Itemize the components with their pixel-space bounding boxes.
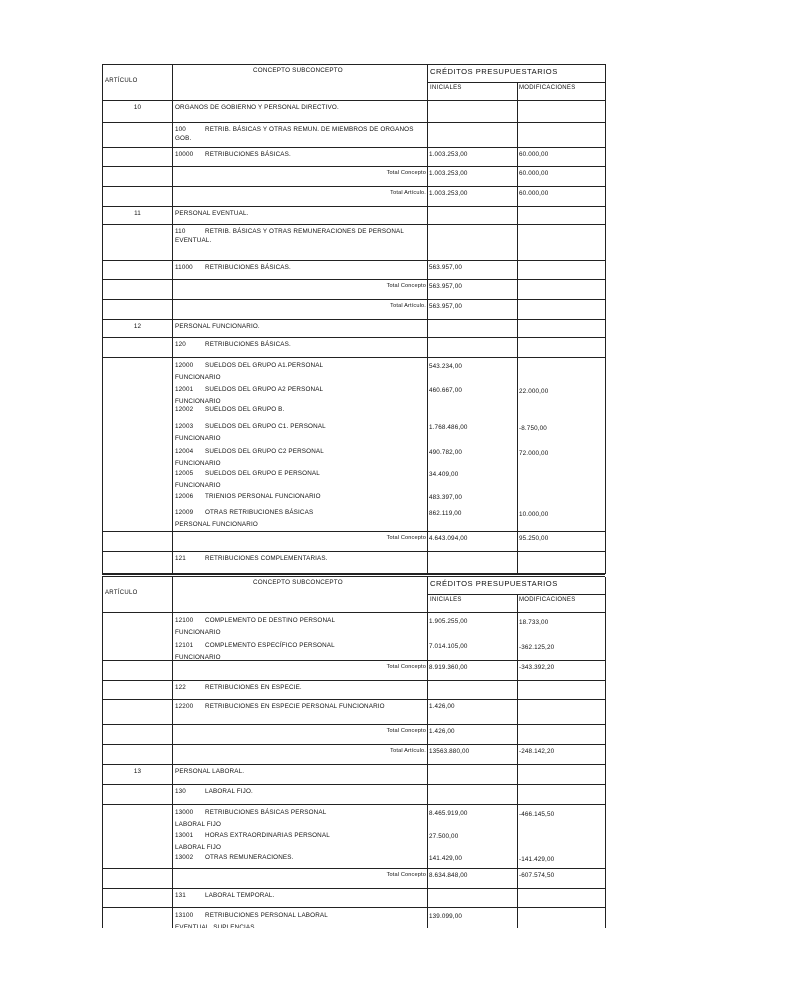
iniciales-cell bbox=[427, 187, 517, 207]
total-row bbox=[102, 532, 606, 552]
articulo-cell bbox=[103, 101, 172, 123]
table-row bbox=[102, 785, 606, 805]
articulo-cell bbox=[103, 225, 172, 261]
concepto-code: 13001 bbox=[175, 832, 194, 839]
concepto-code: 12002 bbox=[175, 406, 194, 413]
modificaciones-cell bbox=[517, 167, 606, 187]
iniciales-cell bbox=[427, 700, 517, 725]
header-articulo: ARTÍCULO bbox=[105, 78, 138, 84]
concepto-description: RETRIBUCIONES BÁSICAS. bbox=[205, 151, 291, 158]
header-modificaciones: MODIFICACIONES bbox=[519, 597, 576, 603]
concepto-continuation: FUNCIONARIO bbox=[175, 398, 221, 405]
articulo-cell bbox=[103, 700, 172, 725]
concepto-cell bbox=[172, 261, 427, 280]
iniciales-value: 8.465.919,00 bbox=[429, 810, 468, 817]
table-row bbox=[102, 123, 606, 148]
iniciales-value: 460.667,00 bbox=[429, 387, 463, 394]
header-concepto: CONCEPTO SUBCONCEPTO bbox=[253, 579, 343, 586]
iniciales-cell bbox=[427, 338, 517, 358]
budget-table bbox=[102, 64, 606, 928]
table-row bbox=[102, 101, 606, 123]
list-item bbox=[175, 808, 425, 817]
modificaciones-cell bbox=[517, 661, 606, 681]
iniciales-cell bbox=[427, 261, 517, 280]
concepto-continuation: FUNCIONARIO bbox=[175, 629, 221, 636]
concepto-cell bbox=[172, 225, 427, 261]
modificaciones-value: 10.000,00 bbox=[519, 511, 549, 518]
concepto-cell bbox=[172, 320, 427, 338]
total-row bbox=[102, 187, 606, 207]
concepto-code: 131 bbox=[175, 892, 186, 899]
concepto-cell bbox=[172, 280, 427, 300]
concepto-cell bbox=[172, 725, 427, 745]
concepto-text bbox=[173, 681, 427, 692]
header-iniciales: INICIALES bbox=[430, 597, 462, 603]
concepto-description: RETRIBUCIONES BÁSICAS. bbox=[205, 341, 291, 348]
modificaciones-cell bbox=[517, 123, 606, 148]
concepto-text bbox=[173, 889, 427, 900]
concepto-description: COMPLEMENTO ESPECÍFICO PERSONAL bbox=[205, 642, 335, 649]
articulo-number: 12 bbox=[133, 323, 142, 330]
concepto-text bbox=[173, 225, 427, 245]
concepto-description: LABORAL FIJO. bbox=[205, 788, 253, 795]
concepto-cell bbox=[172, 661, 427, 681]
concepto-cell bbox=[172, 123, 427, 148]
iniciales-cell bbox=[427, 280, 517, 300]
total-label: Total Artículo. bbox=[390, 303, 426, 309]
list-item bbox=[175, 831, 425, 840]
modificaciones-value: 95.250,00 bbox=[519, 535, 549, 542]
articulo-number: 11 bbox=[134, 210, 141, 217]
concepto-code: 13002 bbox=[175, 854, 194, 861]
concepto-cell bbox=[172, 338, 427, 358]
modificaciones-cell bbox=[517, 725, 606, 745]
iniciales-value: 141.429,00 bbox=[429, 855, 463, 862]
concepto-description: OTRAS RETRIBUCIONES BÁSICAS bbox=[205, 509, 314, 516]
articulo-cell bbox=[103, 300, 172, 320]
iniciales-value: 34.409,00 bbox=[429, 471, 459, 478]
concepto-continuation: FUNCIONARIO bbox=[175, 435, 221, 442]
modificaciones-value: -248.142,20 bbox=[519, 748, 555, 755]
header-concepto-cell bbox=[172, 65, 427, 101]
concepto-code: 121 bbox=[175, 555, 186, 562]
iniciales-value: 1.003.253,00 bbox=[429, 151, 468, 158]
concepto-cell bbox=[172, 187, 427, 207]
concepto-description: OTRAS REMUNERACIONES. bbox=[205, 854, 294, 861]
concepto-cell bbox=[172, 148, 427, 167]
concepto-code: 100 bbox=[175, 126, 186, 133]
header-creditos-cell bbox=[427, 65, 606, 101]
articulo-cell bbox=[103, 338, 172, 358]
modificaciones-value: 60.000,00 bbox=[519, 151, 549, 158]
concepto-text bbox=[173, 123, 427, 143]
total-row bbox=[102, 167, 606, 187]
table-row bbox=[102, 320, 606, 338]
concepto-continuation: FUNCIONARIO bbox=[175, 654, 221, 661]
iniciales-value: 13563.880,00 bbox=[429, 748, 470, 755]
iniciales-value: 862.119,00 bbox=[429, 510, 462, 517]
concepto-cell bbox=[172, 889, 427, 908]
modificaciones-cell bbox=[517, 280, 606, 300]
concepto-code: 12000 bbox=[175, 362, 194, 369]
iniciales-cell bbox=[427, 725, 517, 745]
total-label: Total Concepto bbox=[386, 728, 426, 734]
concepto-text bbox=[173, 320, 427, 331]
concepto-code: 12005 bbox=[175, 470, 194, 477]
concepto-text bbox=[173, 700, 427, 711]
concepto-description: SUELDOS DEL GRUPO A1.PERSONAL bbox=[205, 362, 324, 369]
modificaciones-value: -362.125,20 bbox=[519, 644, 555, 651]
iniciales-cell bbox=[427, 889, 517, 908]
modificaciones-value: 22.000,00 bbox=[519, 388, 549, 395]
articulo-cell bbox=[103, 207, 172, 225]
group-130-rows bbox=[102, 805, 606, 869]
header-articulo: ARTÍCULO bbox=[105, 590, 138, 596]
concepto-description: SUELDOS DEL GRUPO C2 PERSONAL bbox=[205, 448, 324, 455]
iniciales-value: 1.768.486,00 bbox=[429, 424, 468, 431]
modificaciones-cell bbox=[517, 225, 606, 261]
articulo-cell bbox=[103, 123, 172, 148]
iniciales-cell bbox=[427, 101, 517, 123]
total-label: Total Artículo. bbox=[390, 190, 426, 196]
concepto-cell bbox=[172, 167, 427, 187]
concepto-code: 130 bbox=[175, 788, 186, 795]
list-item bbox=[175, 616, 425, 625]
iniciales-value: 483.397,00 bbox=[429, 494, 463, 501]
concepto-cell bbox=[172, 300, 427, 320]
modificaciones-cell bbox=[517, 785, 606, 805]
list-item bbox=[175, 405, 425, 414]
iniciales-value: 1.003.253,00 bbox=[429, 170, 468, 177]
concepto-continuation: EVENTUAL. SUPLENCIAS bbox=[175, 924, 255, 928]
concepto-continuation: FUNCIONARIO bbox=[175, 374, 221, 381]
concepto-description: COMPLEMENTO DE DESTINO PERSONAL bbox=[205, 617, 336, 624]
iniciales-value: 543.234,00 bbox=[429, 363, 463, 370]
articulo-cell bbox=[103, 532, 172, 552]
table-row bbox=[102, 207, 606, 225]
table-row bbox=[102, 681, 606, 700]
concepto-description: ORGANOS DE GOBIERNO Y PERSONAL DIRECTIVO. bbox=[175, 104, 339, 111]
concepto-description: PERSONAL LABORAL. bbox=[175, 768, 245, 775]
concepto-cell bbox=[172, 869, 427, 889]
group-120-rows bbox=[102, 358, 606, 532]
concepto-description: SUELDOS DEL GRUPO A2 PERSONAL bbox=[205, 386, 324, 393]
modificaciones-cell bbox=[517, 148, 606, 167]
header-modificaciones: MODIFICACIONES bbox=[519, 85, 576, 91]
iniciales-cell bbox=[427, 661, 517, 681]
modificaciones-value: -607.574,50 bbox=[519, 872, 555, 879]
list-item bbox=[175, 641, 425, 650]
concepto-cell bbox=[172, 700, 427, 725]
total-label: Total Concepto bbox=[386, 872, 426, 878]
header-creditos: CRÉDITOS PRESUPUESTARIOS bbox=[430, 579, 558, 588]
total-label: Total Concepto bbox=[386, 283, 426, 289]
modificaciones-value: -8.750,00 bbox=[519, 425, 547, 432]
iniciales-value: 8.634.848,00 bbox=[429, 872, 468, 879]
concepto-description: LABORAL TEMPORAL. bbox=[205, 892, 275, 899]
table-header bbox=[102, 64, 606, 101]
concepto-text bbox=[173, 148, 427, 159]
total-label: Total Artículo. bbox=[390, 748, 426, 754]
modificaciones-value: -343.392,20 bbox=[519, 664, 555, 671]
modificaciones-cell bbox=[517, 889, 606, 908]
concepto-description: PERSONAL FUNCIONARIO. bbox=[175, 323, 260, 330]
articulo-cell bbox=[103, 187, 172, 207]
concepto-continuation: PERSONAL FUNCIONARIO bbox=[175, 521, 258, 528]
header-concepto: CONCEPTO SUBCONCEPTO bbox=[253, 67, 343, 74]
modificaciones-cell bbox=[517, 261, 606, 280]
table-row bbox=[102, 765, 606, 785]
concepto-cell bbox=[172, 745, 427, 765]
iniciales-value: 563.957,00 bbox=[429, 303, 463, 310]
concepto-code: 110 bbox=[175, 228, 186, 235]
list-item bbox=[175, 911, 425, 920]
group-121-rows bbox=[102, 613, 606, 661]
articulo-cell bbox=[103, 725, 172, 745]
table-header-repeat bbox=[102, 577, 606, 613]
list-item bbox=[175, 492, 425, 501]
modificaciones-cell bbox=[517, 187, 606, 207]
iniciales-cell bbox=[427, 552, 517, 574]
total-row bbox=[102, 745, 606, 765]
list-item bbox=[175, 385, 425, 394]
header-articulo-cell bbox=[103, 65, 172, 101]
modificaciones-value: -466.145,50 bbox=[519, 811, 555, 818]
header-creditos: CRÉDITOS PRESUPUESTARIOS bbox=[430, 67, 558, 76]
modificaciones-cell bbox=[517, 681, 606, 700]
iniciales-cell bbox=[427, 300, 517, 320]
iniciales-cell bbox=[427, 148, 517, 167]
concepto-code: 12009 bbox=[175, 509, 194, 516]
articulo-cell bbox=[103, 320, 172, 338]
total-row bbox=[102, 661, 606, 681]
concepto-code: 12006 bbox=[175, 493, 194, 500]
articulo-cell bbox=[103, 167, 172, 187]
concepto-text bbox=[173, 261, 427, 272]
list-item bbox=[175, 508, 425, 517]
list-item bbox=[175, 469, 425, 478]
list-item bbox=[175, 447, 425, 456]
iniciales-value: 8.919.360,00 bbox=[429, 664, 468, 671]
iniciales-value: 490.782,00 bbox=[429, 449, 463, 456]
iniciales-value: 139.099,00 bbox=[429, 913, 463, 920]
concepto-cell bbox=[172, 532, 427, 552]
concepto-description: HORAS EXTRAORDINARIAS PERSONAL bbox=[205, 832, 330, 839]
concepto-code: 122 bbox=[175, 684, 186, 691]
concepto-description: RETRIBUCIONES BÁSICAS. bbox=[205, 264, 291, 271]
modificaciones-value: -141.429,00 bbox=[519, 856, 555, 863]
modificaciones-value: 60.000,00 bbox=[519, 170, 549, 177]
concepto-text bbox=[173, 338, 427, 349]
iniciales-cell bbox=[427, 123, 517, 148]
articulo-cell bbox=[103, 148, 172, 167]
modificaciones-value: 60.000,00 bbox=[519, 190, 549, 197]
table-row bbox=[102, 225, 606, 261]
concepto-text bbox=[173, 552, 427, 563]
concepto-continuation: LABORAL FIJO bbox=[175, 821, 222, 828]
total-label: Total Concepto bbox=[386, 170, 426, 176]
concepto-code: 13000 bbox=[175, 809, 194, 816]
total-row bbox=[102, 869, 606, 889]
modificaciones-cell bbox=[517, 320, 606, 338]
concepto-code: 12101 bbox=[175, 642, 194, 649]
articulo-cell bbox=[103, 261, 172, 280]
list-item bbox=[175, 422, 425, 431]
concepto-code: 12001 bbox=[175, 386, 194, 393]
concepto-description: SUELDOS DEL GRUPO C1. PERSONAL bbox=[205, 423, 326, 430]
concepto-cell bbox=[172, 681, 427, 700]
iniciales-cell bbox=[427, 167, 517, 187]
iniciales-cell bbox=[427, 765, 517, 785]
concepto-continuation: FUNCIONARIO bbox=[175, 482, 221, 489]
modificaciones-cell bbox=[517, 869, 606, 889]
concepto-text bbox=[173, 765, 427, 776]
modificaciones-value: 18.733,00 bbox=[519, 619, 549, 626]
concepto-code: 12004 bbox=[175, 448, 194, 455]
iniciales-cell bbox=[427, 745, 517, 765]
concepto-description: RETRIBUCIONES PERSONAL LABORAL bbox=[205, 912, 328, 919]
total-label: Total Concepto bbox=[386, 535, 426, 541]
concepto-cell bbox=[172, 785, 427, 805]
table-row bbox=[102, 261, 606, 280]
iniciales-value: 563.957,00 bbox=[429, 264, 463, 271]
concepto-description: TRIENIOS PERSONAL FUNCIONARIO bbox=[205, 493, 321, 500]
iniciales-value: 1.426,00 bbox=[429, 728, 455, 735]
iniciales-cell bbox=[427, 207, 517, 225]
articulo-cell bbox=[103, 552, 172, 574]
articulo-cell bbox=[103, 681, 172, 700]
concepto-description: PERSONAL EVENTUAL. bbox=[175, 210, 249, 217]
modificaciones-cell bbox=[517, 101, 606, 123]
concepto-description: SUELDOS DEL GRUPO E PERSONAL bbox=[205, 470, 320, 477]
modificaciones-cell bbox=[517, 532, 606, 552]
modificaciones-cell bbox=[517, 300, 606, 320]
modificaciones-cell bbox=[517, 700, 606, 725]
iniciales-value: 7.014.105,00 bbox=[429, 643, 468, 650]
header-iniciales: INICIALES bbox=[430, 85, 462, 91]
total-row bbox=[102, 280, 606, 300]
concepto-cell bbox=[172, 552, 427, 574]
iniciales-cell bbox=[427, 225, 517, 261]
modificaciones-cell bbox=[517, 745, 606, 765]
concepto-continuation: LABORAL FIJO bbox=[175, 844, 222, 851]
iniciales-value: 563.957,00 bbox=[429, 283, 463, 290]
iniciales-cell bbox=[427, 532, 517, 552]
concepto-cell bbox=[172, 207, 427, 225]
modificaciones-cell bbox=[517, 765, 606, 785]
articulo-cell bbox=[103, 869, 172, 889]
modificaciones-value: 72.000,00 bbox=[519, 450, 549, 457]
concepto-code: 13100 bbox=[175, 912, 194, 919]
iniciales-cell bbox=[427, 681, 517, 700]
concepto-description: SUELDOS DEL GRUPO B. bbox=[205, 406, 285, 413]
concepto-description: RETRIBUCIONES EN ESPECIE PERSONAL FUNCIONARIO bbox=[205, 703, 385, 710]
articulo-cell bbox=[103, 785, 172, 805]
concepto-description: RETRIBUCIONES COMPLEMENTARIAS. bbox=[205, 555, 328, 562]
iniciales-value: 1.003.253,00 bbox=[429, 190, 468, 197]
total-row bbox=[102, 300, 606, 320]
iniciales-cell bbox=[427, 785, 517, 805]
table-row bbox=[102, 889, 606, 908]
modificaciones-cell bbox=[517, 552, 606, 574]
total-row bbox=[102, 725, 606, 745]
iniciales-value: 4.643.094,00 bbox=[429, 535, 468, 542]
table-row bbox=[102, 552, 606, 574]
concepto-description: RETRIBUCIONES BÁSICAS PERSONAL bbox=[205, 809, 327, 816]
concepto-description: RETRIB. BÁSICAS Y OTRAS REMUNERACIONES DE PERSONAL EVENTUAL. bbox=[175, 228, 404, 244]
articulo-cell bbox=[103, 745, 172, 765]
iniciales-value: 27.500,00 bbox=[429, 833, 459, 840]
concepto-text bbox=[173, 785, 427, 796]
articulo-number: 13 bbox=[133, 768, 142, 775]
modificaciones-cell bbox=[517, 207, 606, 225]
articulo-cell bbox=[103, 889, 172, 908]
concepto-text bbox=[173, 101, 427, 112]
table-row bbox=[102, 338, 606, 358]
iniciales-value: 1.905.255,00 bbox=[429, 618, 468, 625]
list-item bbox=[175, 853, 425, 862]
concepto-description: RETRIBUCIONES EN ESPECIE. bbox=[205, 684, 302, 691]
iniciales-cell bbox=[427, 320, 517, 338]
group-131-rows bbox=[102, 908, 606, 928]
concepto-continuation: FUNCIONARIO bbox=[175, 460, 221, 467]
articulo-cell bbox=[103, 280, 172, 300]
concepto-code: 120 bbox=[175, 341, 186, 348]
concepto-text bbox=[173, 207, 427, 218]
articulo-cell bbox=[103, 661, 172, 681]
table-row bbox=[102, 148, 606, 167]
concepto-cell bbox=[172, 101, 427, 123]
table-row bbox=[102, 700, 606, 725]
concepto-cell bbox=[172, 765, 427, 785]
list-item bbox=[175, 361, 425, 370]
concepto-code: 12200 bbox=[175, 703, 194, 710]
articulo-cell bbox=[103, 765, 172, 785]
concepto-description: RETRIB. BÁSICAS Y OTRAS REMUN. DE MIEMBROS DE ORGANOS GOB. bbox=[175, 126, 414, 142]
iniciales-cell bbox=[427, 869, 517, 889]
iniciales-value: 1.426,00 bbox=[429, 703, 455, 710]
concepto-code: 12100 bbox=[175, 617, 194, 624]
concepto-code: 10000 bbox=[175, 151, 194, 158]
articulo-number: 10 bbox=[133, 104, 142, 111]
total-label: Total Concepto bbox=[386, 664, 426, 670]
concepto-code: 12003 bbox=[175, 423, 194, 430]
concepto-code: 11000 bbox=[175, 264, 193, 271]
modificaciones-cell bbox=[517, 338, 606, 358]
